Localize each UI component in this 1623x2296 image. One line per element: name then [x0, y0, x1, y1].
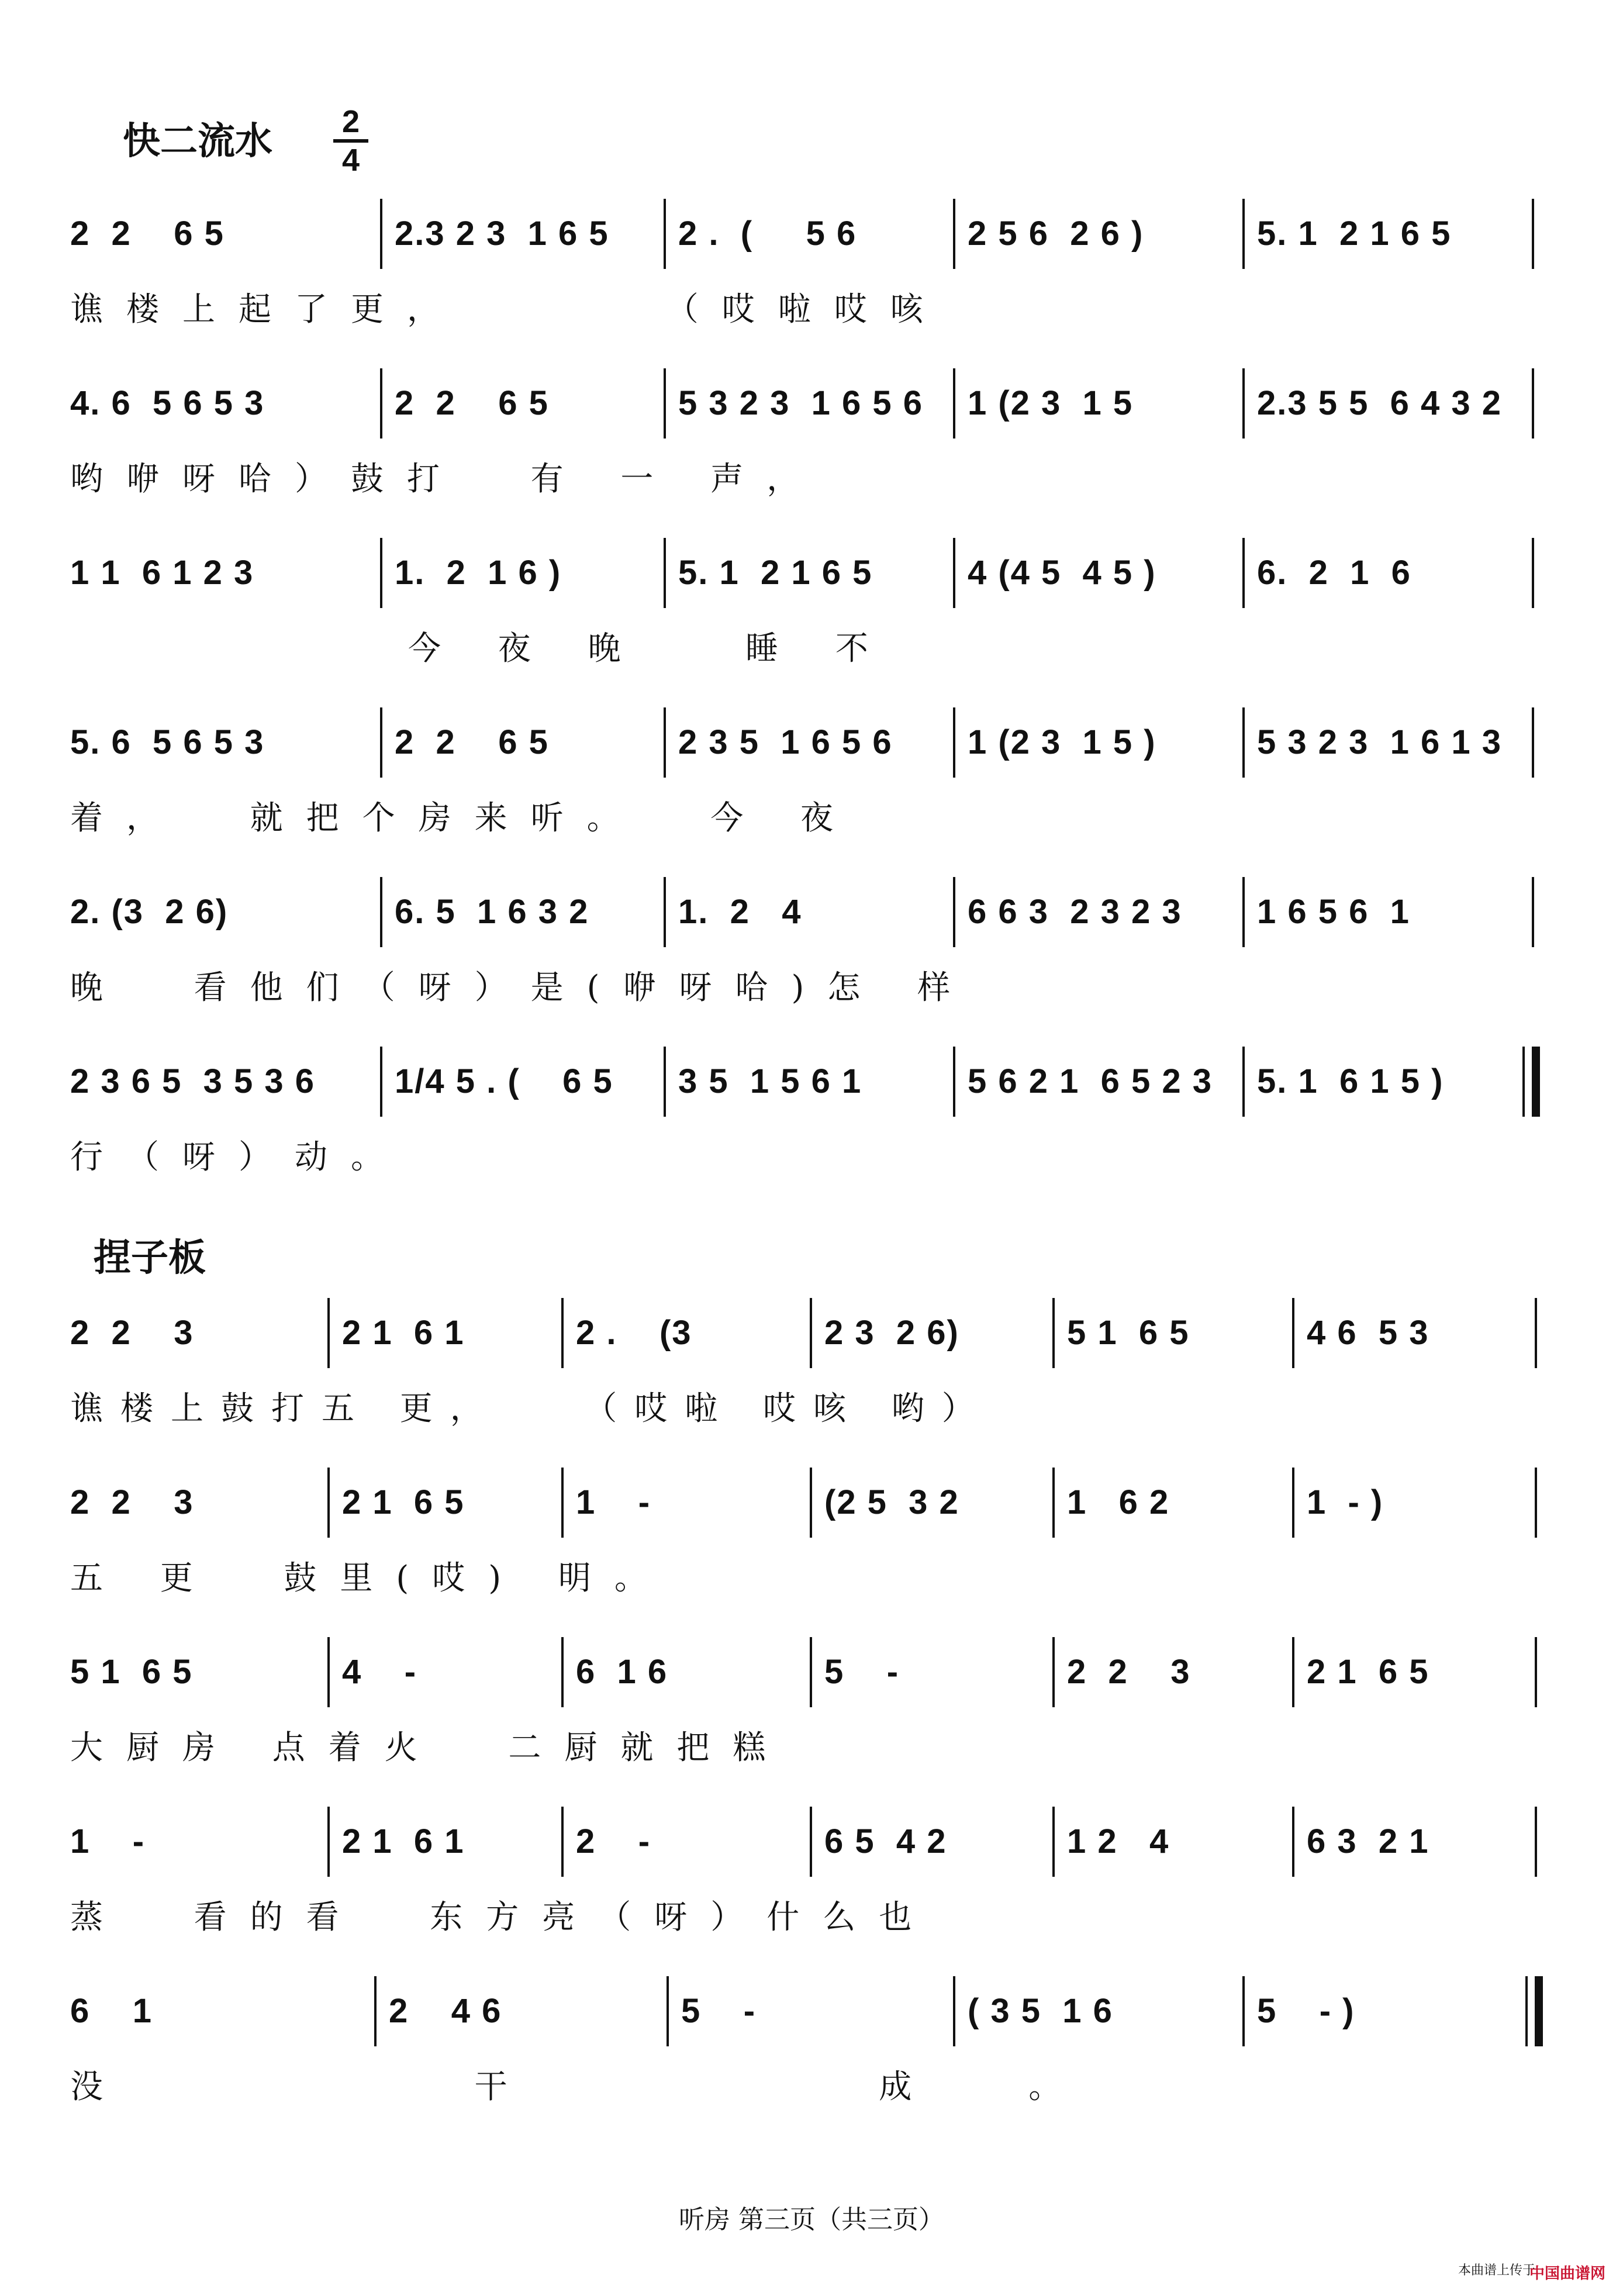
measure: 6 6 3 2 3 2 3 [968, 893, 1182, 931]
barline [1532, 368, 1534, 439]
time-signature [333, 105, 368, 177]
barline [561, 1298, 564, 1368]
barline [1242, 1047, 1245, 1117]
barline [1535, 1637, 1537, 1707]
barline [664, 538, 666, 608]
measure: 2 3 6 5 3 5 3 6 [70, 1062, 315, 1100]
barline [1242, 538, 1245, 608]
measure: 2 1 6 1 [342, 1314, 465, 1352]
measure: 2 1 6 5 [342, 1483, 465, 1521]
lyrics-line: 谯楼上起了更， （哎啦哎咳 [70, 291, 947, 329]
lyrics-line: 哟咿呀哈）鼓打 有 一 声， [70, 460, 823, 498]
barline [1532, 877, 1534, 947]
lyrics-line: 大厨房 点着火 二厨就把糕 [70, 1729, 789, 1767]
lyrics-line: 蒸 看的看 东方亮（呀）什么也 [70, 1898, 935, 1936]
barline [953, 368, 955, 439]
barline [810, 1637, 812, 1707]
barline [1532, 538, 1534, 608]
final-barline [1535, 1976, 1543, 2046]
barline [1242, 368, 1245, 439]
notation-line [70, 1479, 1555, 1526]
measure: 5 - [681, 1992, 757, 2030]
measure: 6 1 6 [576, 1653, 668, 1691]
measure: (2 5 3 2 [824, 1483, 959, 1521]
measure: 1 1 6 1 2 3 [70, 554, 254, 592]
barline [953, 199, 955, 269]
barline [953, 1047, 955, 1117]
measure: 3 5 1 5 6 1 [678, 1062, 862, 1100]
time-signature-top: 2 [341, 104, 360, 139]
barline [1242, 1976, 1245, 2046]
barline [810, 1807, 812, 1877]
barline [1535, 1807, 1537, 1877]
measure: 1 - ) [1307, 1483, 1384, 1521]
measure: 2. (3 2 6) [70, 893, 229, 931]
measure: 5 3 2 3 1 6 5 6 [678, 384, 923, 422]
measure: 5. 1 2 1 6 5 [1257, 215, 1452, 253]
barline [1535, 1298, 1537, 1368]
lyrics-line: 没 干 成。 [70, 2068, 1179, 2106]
site-logo[interactable]: 中国曲谱网 [1529, 2264, 1605, 2282]
measure: 1 2 4 [1067, 1822, 1170, 1860]
measure: 2 2 6 5 [395, 723, 549, 761]
barline [1052, 1468, 1055, 1538]
section-title-1: 快二流水 [123, 119, 272, 163]
barline [664, 707, 666, 778]
barline [810, 1468, 812, 1538]
measure: 2 2 6 5 [395, 384, 549, 422]
barline [327, 1468, 330, 1538]
measure: 1 (2 3 1 5 ) [968, 723, 1156, 761]
barline [1532, 707, 1534, 778]
measure: 6 5 4 2 [824, 1822, 947, 1860]
measure: 5. 1 6 1 5 ) [1257, 1062, 1444, 1100]
measure: 2 5 6 2 6 ) [968, 215, 1144, 253]
notation-line [70, 1649, 1555, 1696]
page-footer: 听房 第三页（共三页） [679, 2205, 944, 2235]
final-barline [1532, 1047, 1540, 1117]
lyrics-line: 今 夜 晚 睡 不 [70, 630, 892, 668]
uploader-note: 本曲谱上传于 [1458, 2263, 1535, 2277]
lyrics-line: 晚 看他们（呀）是(咿呀哈)怎 样 [70, 969, 974, 1007]
measure: 2 3 5 1 6 5 6 [678, 723, 893, 761]
barline [380, 199, 382, 269]
barline [1242, 877, 1245, 947]
barline [380, 877, 382, 947]
measure: 5 - ) [1257, 1992, 1355, 2030]
barline [1292, 1637, 1294, 1707]
measure: 4 (4 5 4 5 ) [968, 554, 1156, 592]
measure: 5. 1 2 1 6 5 [678, 554, 873, 592]
notation-line [70, 1988, 1555, 2035]
measure: 6 3 2 1 [1307, 1822, 1429, 1860]
barline [327, 1807, 330, 1877]
barline [953, 1976, 955, 2046]
lyrics-line: 着， 就把个房来听。 今 夜 [70, 799, 857, 837]
barline [1535, 1468, 1537, 1538]
measure: 5. 6 5 6 5 3 [70, 723, 265, 761]
barline [327, 1637, 330, 1707]
barline [380, 368, 382, 439]
barline [953, 707, 955, 778]
measure: 1 (2 3 1 5 [968, 384, 1134, 422]
measure: 1 - [576, 1483, 651, 1521]
measure: 5 3 2 3 1 6 1 3 [1257, 723, 1502, 761]
measure: 2 1 6 1 [342, 1822, 465, 1860]
measure: 5 - [824, 1653, 900, 1691]
barline [380, 538, 382, 608]
measure: 2 . ( 5 6 [678, 215, 857, 253]
barline [561, 1637, 564, 1707]
barline [1242, 707, 1245, 778]
measure: 4 6 5 3 [1307, 1314, 1429, 1352]
measure: 6. 2 1 6 [1257, 554, 1411, 592]
barline [810, 1298, 812, 1368]
notation-line [70, 1310, 1555, 1356]
measure: 5 1 6 5 [1067, 1314, 1190, 1352]
barline [1242, 199, 1245, 269]
measure: 1 6 5 6 1 [1257, 893, 1410, 931]
barline [374, 1976, 377, 2046]
measure: 1 6 2 [1067, 1483, 1170, 1521]
barline [1292, 1807, 1294, 1877]
lyrics-line: 五 更 鼓里(哎) 明。 [70, 1559, 671, 1597]
measure: 6. 5 1 6 3 2 [395, 893, 589, 931]
measure: 2.3 2 3 1 6 5 [395, 215, 609, 253]
notation-line [70, 889, 1555, 935]
lyrics-line: 行（呀）动。 [70, 1138, 407, 1176]
lyrics-line: 谯楼上鼓打五 更， （哎啦 哎咳 哟） [70, 1390, 992, 1428]
barline [953, 538, 955, 608]
barline [1052, 1637, 1055, 1707]
notation-line [70, 550, 1555, 596]
notation-line [70, 210, 1555, 257]
measure: 1. 2 4 [678, 893, 802, 931]
barline [664, 1047, 666, 1117]
measure: 2 1 6 5 [1307, 1653, 1429, 1691]
barline [1052, 1807, 1055, 1877]
measure: 2 - [576, 1822, 651, 1860]
measure: 1. 2 1 6 ) [395, 554, 562, 592]
measure: 1 - [70, 1822, 146, 1860]
barline [561, 1807, 564, 1877]
measure: 2 2 3 [70, 1314, 194, 1352]
notation-line [70, 1818, 1555, 1865]
notation-line [70, 380, 1555, 427]
measure: 5 1 6 5 [70, 1653, 193, 1691]
barline [1292, 1298, 1294, 1368]
measure: 5 6 2 1 6 5 2 3 [968, 1062, 1213, 1100]
barline [667, 1976, 669, 2046]
barline [561, 1468, 564, 1538]
measure: 2 2 3 [1067, 1653, 1191, 1691]
measure: 2 3 2 6) [824, 1314, 959, 1352]
barline [1532, 199, 1534, 269]
barline [664, 199, 666, 269]
barline [380, 1047, 382, 1117]
measure: 2 4 6 [389, 1992, 502, 2030]
measure: 4 - [342, 1653, 417, 1691]
notation-line [70, 1058, 1555, 1105]
barline [1052, 1298, 1055, 1368]
barline [664, 368, 666, 439]
barline [953, 877, 955, 947]
time-signature-bottom: 4 [341, 143, 360, 178]
notation-line [70, 719, 1555, 766]
measure: 2.3 5 5 6 4 3 2 [1257, 384, 1502, 422]
measure: 6 1 [70, 1992, 153, 2030]
measure: 2 2 6 5 [70, 215, 225, 253]
measure: ( 3 5 1 6 [968, 1992, 1113, 2030]
measure: 1/4 5 . ( 6 5 [395, 1062, 613, 1100]
barline [327, 1298, 330, 1368]
measure: 2 . (3 [576, 1314, 692, 1352]
section-title-2: 捏子板 [94, 1236, 206, 1280]
measure: 4. 6 5 6 5 3 [70, 384, 265, 422]
barline [1292, 1468, 1294, 1538]
barline [380, 707, 382, 778]
barline [664, 877, 666, 947]
measure: 2 2 3 [70, 1483, 194, 1521]
